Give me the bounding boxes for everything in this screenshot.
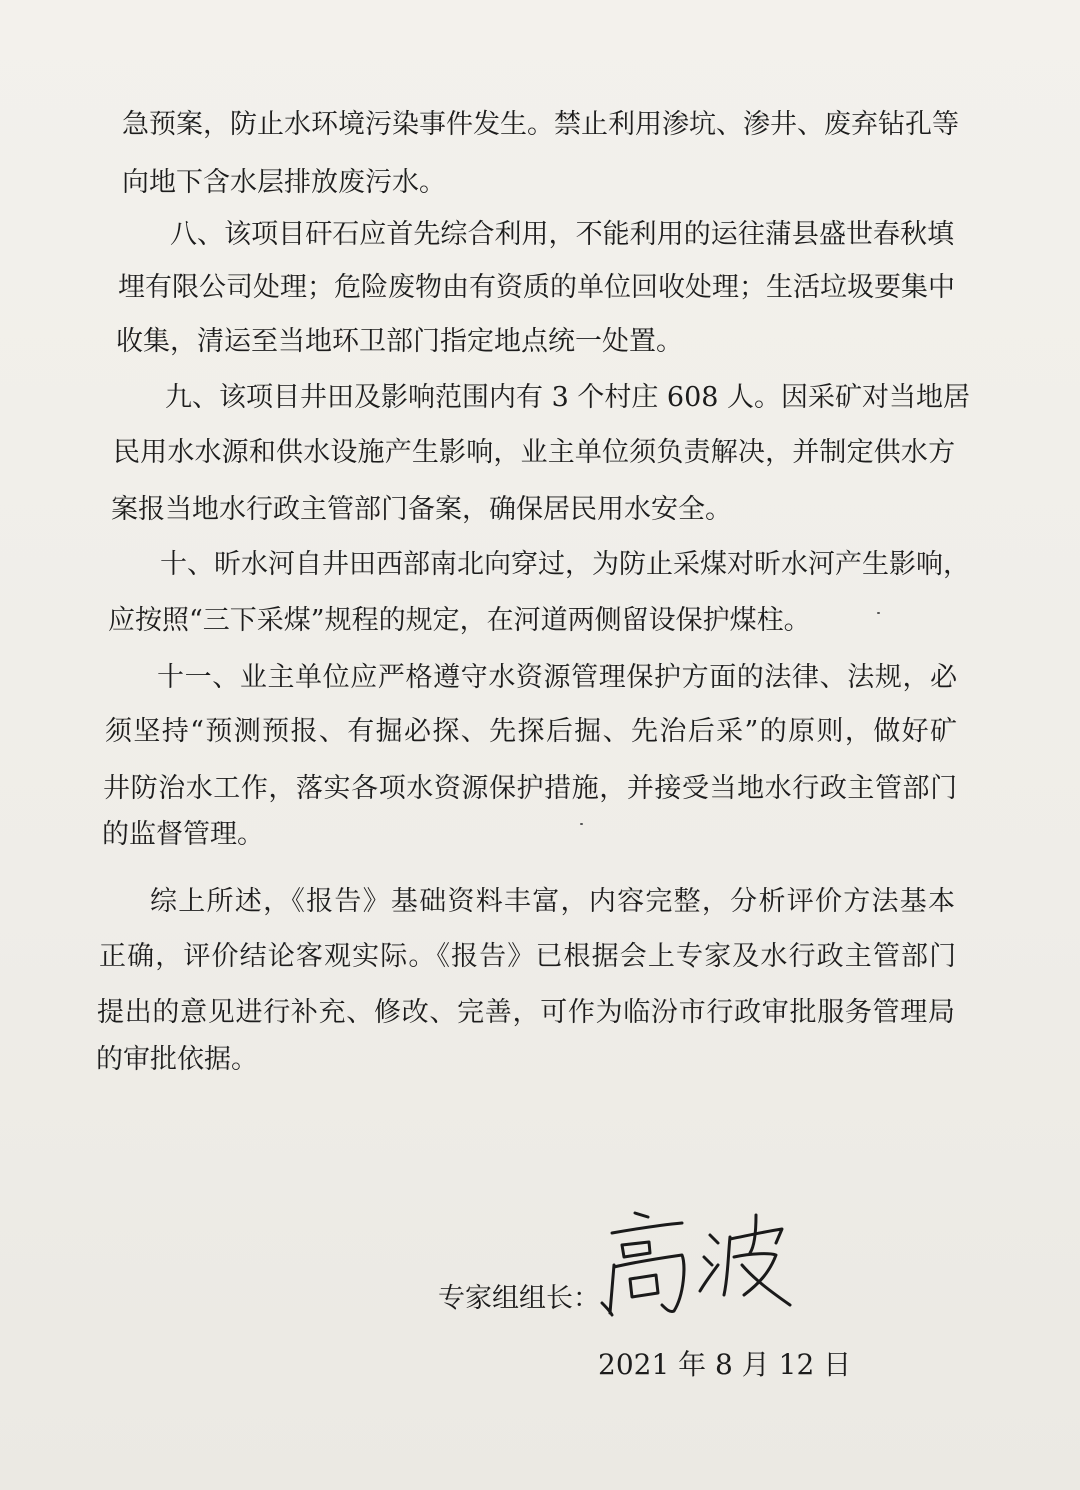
- body-line-17: [97, 996, 955, 1030]
- body-line-1-text: 急预案，防止水环境污染事件发生。禁止利用渗坑、渗井、废弃钻孔等: [122, 109, 959, 140]
- body-line-10: 应按照“三下采煤”规程的规定，在河道两侧留设保护煤柱。: [108, 605, 811, 636]
- body-line-15-text: 综上所述，《报告》基础资料丰富，内容完整，分析评价方法基本: [150, 886, 957, 917]
- body-line-2: 向地下含水层排放废污水。: [122, 167, 446, 198]
- body-line-4: [118, 271, 954, 305]
- signer-label: 专家组组长：: [438, 1283, 600, 1314]
- body-line-18: 的审批依据。: [96, 1044, 258, 1075]
- document-date: 2021 年 8 月 12 日: [598, 1348, 852, 1381]
- body-line-4-text: 埋有限公司处理；危险废物由有资质的单位回收处理；生活垃圾要集中: [118, 272, 955, 303]
- body-line-12-text: 须坚持“预测预报、有掘必探、先探后掘、先治后采”的原则，做好矿: [105, 716, 959, 747]
- body-line-1: [122, 108, 959, 142]
- body-line-15: [150, 885, 955, 919]
- body-line-9-text: 十、昕水河自井田西部南北向穿过，为防止采煤对昕水河产生影响，: [160, 549, 970, 580]
- body-line-16: [99, 940, 956, 974]
- body-line-7: [113, 436, 955, 470]
- body-line-7-text: 民用水水源和供水设施产生影响，业主单位须负责解决，并制定供水方: [113, 437, 956, 468]
- body-line-3-text: 八、该项目矸石应首先综合利用，不能利用的运往蒲县盛世春秋填: [170, 219, 955, 250]
- body-line-13-text: 井防治水工作，落实各项水资源保护措施，并接受当地水行政主管部门: [103, 773, 958, 804]
- body-line-12: [105, 715, 957, 749]
- scan-speck: [877, 612, 880, 614]
- handwritten-signature: [600, 1195, 800, 1320]
- body-line-17-text: 提出的意见进行补充、修改、完善，可作为临汾市行政审批服务管理局: [97, 997, 956, 1028]
- body-line-11-text: 十一、业主单位应严格遵守水资源管理保护方面的法律、法规，必: [157, 662, 958, 693]
- body-line-14: 的监督管理。: [102, 819, 264, 850]
- body-line-8: 案报当地水行政主管部门备案，确保居民用水安全。: [111, 494, 732, 525]
- body-line-3: [170, 218, 954, 252]
- body-line-6-text: 九、该项目井田及影响范围内有 3 个村庄 608 人。因采矿对当地居: [165, 382, 971, 413]
- body-line-13: [103, 772, 957, 806]
- body-line-16-text: 正确，评价结论客观实际。《报告》已根据会上专家及水行政主管部门: [99, 941, 958, 972]
- body-line-5: 收集，清运至当地环卫部门指定地点统一处置。: [116, 326, 683, 357]
- body-line-9: [160, 548, 970, 582]
- body-line-11: [157, 661, 957, 695]
- scan-speck: [580, 823, 583, 825]
- body-line-6: [165, 381, 971, 415]
